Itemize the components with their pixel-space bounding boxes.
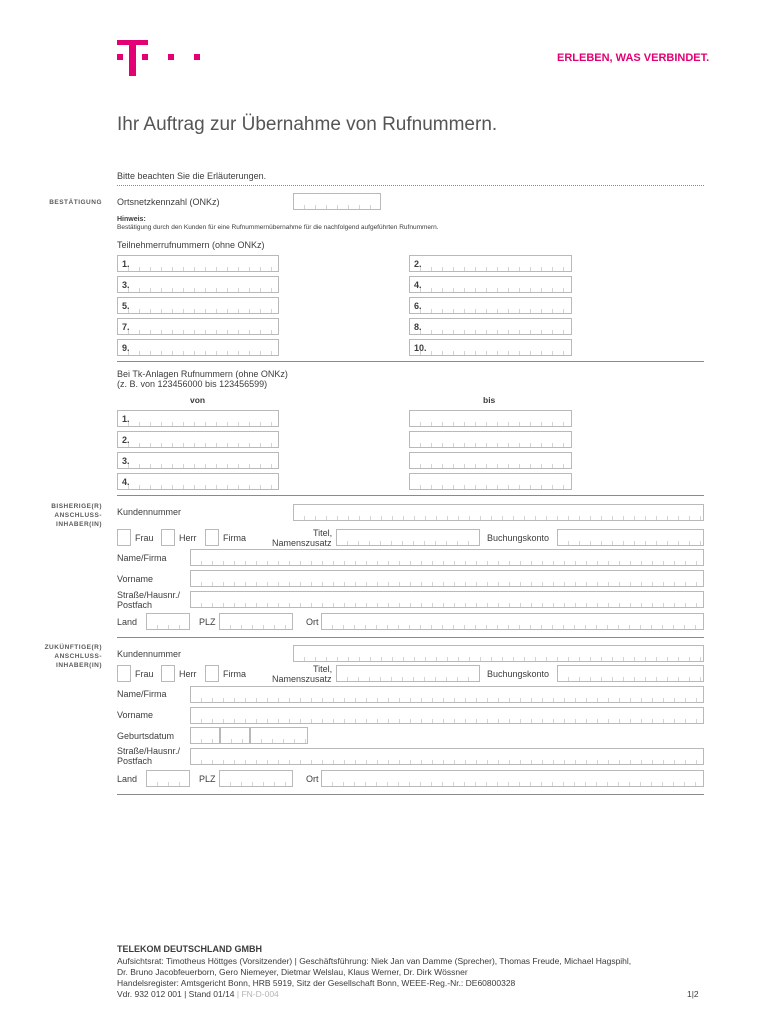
bisherige-titel-input[interactable] <box>336 529 480 546</box>
von-header: von <box>190 395 206 405</box>
phone-number-10-input[interactable] <box>409 339 572 356</box>
range-label: 3. <box>122 456 130 466</box>
divider <box>117 794 704 795</box>
bisherige-strasse-input[interactable] <box>190 591 704 608</box>
footer-line: Dr. Bruno Jacobfeuerborn, Gero Niemeyer, Dietmar Welslau, Klaus Werner, Dr. Dirk Wössner <box>117 967 468 977</box>
section-label-bisherige <box>20 503 102 529</box>
postfach-label: Postfach <box>117 756 153 766</box>
section-label-line: ANSCHLUSS- <box>54 652 102 660</box>
range-2-von-input[interactable] <box>117 431 279 448</box>
telekom-t-icon <box>117 40 207 78</box>
phone-number-5-input[interactable] <box>117 297 279 314</box>
number-label: 2. <box>414 259 422 269</box>
ort-label: Ort <box>306 774 319 784</box>
bis-header: bis <box>483 395 496 405</box>
range-label: 4. <box>122 477 130 487</box>
number-label: 3. <box>122 280 130 290</box>
divider <box>117 185 704 186</box>
telekom-logo <box>117 40 207 78</box>
phone-number-8-input[interactable] <box>409 318 572 335</box>
phone-number-7-input[interactable] <box>117 318 279 335</box>
section-label-bestaetigung: BESTÄTIGUNG <box>49 199 102 206</box>
range-label: 2. <box>122 435 130 445</box>
phone-number-6-input[interactable] <box>409 297 572 314</box>
teilnehmer-label: Teilnehmerrufnummern (ohne ONKz) <box>117 240 265 250</box>
instructions-note: Bitte beachten Sie die Erläuterungen. <box>117 171 267 181</box>
divider <box>117 637 704 638</box>
bisherige-frau-checkbox[interactable] <box>117 529 131 546</box>
buchungskonto-label: Buchungskonto <box>487 669 550 679</box>
zukuenftige-strasse-input[interactable] <box>190 748 704 765</box>
phone-number-1-input[interactable] <box>117 255 279 272</box>
namenszusatz-label: Namenszusatz <box>272 674 332 684</box>
phone-number-9-input[interactable] <box>117 339 279 356</box>
section-label-line: ZUKÜNFTIGE(R) <box>44 644 102 651</box>
zukuenftige-kundennummer-input[interactable] <box>293 645 704 662</box>
section-label-line: INHABER(IN) <box>56 520 102 528</box>
zukuenftige-firma-checkbox[interactable] <box>205 665 219 682</box>
section-label-line: BISHERIGE(R) <box>51 503 102 510</box>
zukuenftige-name-input[interactable] <box>190 686 704 703</box>
firma-label: Firma <box>223 533 246 543</box>
bisherige-buchungskonto-input[interactable] <box>557 529 704 546</box>
number-label: 7. <box>122 322 130 332</box>
number-label: 9. <box>122 343 130 353</box>
frau-label: Frau <box>135 669 154 679</box>
firma-label: Firma <box>223 669 246 679</box>
footer-line: Aufsichtsrat: Timotheus Höttges (Vorsitzender) | Geschäftsführung: Niek Jan van Damme (Sprecher), Thomas Freude, Michael Hagspihl, <box>117 956 632 966</box>
form-code: | FN-D-004 <box>236 989 279 999</box>
kundennummer-label: Kundennummer <box>117 649 182 659</box>
vorname-label: Vorname <box>117 710 154 720</box>
number-label: 8. <box>414 322 422 332</box>
zukuenftige-vorname-input[interactable] <box>190 707 704 724</box>
bisherige-kundennummer-input[interactable] <box>293 504 704 521</box>
number-label: 10. <box>414 343 427 353</box>
phone-number-3-input[interactable] <box>117 276 279 293</box>
geburtsdatum-day-input[interactable] <box>190 727 220 744</box>
range-3-bis-input[interactable] <box>409 452 572 469</box>
bisherige-firma-checkbox[interactable] <box>205 529 219 546</box>
phone-number-2-input[interactable] <box>409 255 572 272</box>
bisherige-herr-checkbox[interactable] <box>161 529 175 546</box>
geburtsdatum-month-input[interactable] <box>220 727 250 744</box>
name-firma-label: Name/Firma <box>117 553 167 563</box>
number-label: 6. <box>414 301 422 311</box>
footer-vdr <box>117 990 279 999</box>
section-label-line: ANSCHLUSS- <box>54 511 102 519</box>
plz-label: PLZ <box>199 617 216 627</box>
phone-number-4-input[interactable] <box>409 276 572 293</box>
footer-line: Handelsregister: Amtsgericht Bonn, HRB 5919, Sitz der Gesellschaft Bonn, WEEE-Reg.-Nr.: DE60800328 <box>117 978 516 988</box>
onkz-input[interactable] <box>293 193 381 210</box>
footer-company: TELEKOM DEUTSCHLAND GMBH <box>117 944 262 954</box>
bisherige-plz-input[interactable] <box>219 613 293 630</box>
tk-label-1: Bei Tk-Anlagen Rufnummern (ohne ONKz) <box>117 369 288 379</box>
land-label: Land <box>117 774 138 784</box>
strasse-label: Straße/Hausnr./ <box>117 590 181 600</box>
bisherige-name-input[interactable] <box>190 549 704 566</box>
postfach-label: Postfach <box>117 600 153 610</box>
herr-label: Herr <box>179 533 197 543</box>
kundennummer-label: Kundennummer <box>117 507 182 517</box>
range-1-von-input[interactable] <box>117 410 279 427</box>
bisherige-land-input[interactable] <box>146 613 190 630</box>
page-title: Ihr Auftrag zur Übernahme von Rufnummern. <box>117 114 498 135</box>
zukuenftige-ort-input[interactable] <box>321 770 704 787</box>
section-label-line: INHABER(IN) <box>56 661 102 669</box>
ort-label: Ort <box>306 617 319 627</box>
range-4-von-input[interactable] <box>117 473 279 490</box>
hinweis-text: Bestätigung durch den Kunden für eine Rufnummernübernahme für die nachfolgend aufgeführten Rufnummern. <box>117 224 439 231</box>
zukuenftige-herr-checkbox[interactable] <box>161 665 175 682</box>
titel-label: Titel, <box>313 528 333 538</box>
divider <box>117 361 704 362</box>
range-2-bis-input[interactable] <box>409 431 572 448</box>
divider <box>117 495 704 496</box>
geburtsdatum-label: Geburtsdatum <box>117 731 175 741</box>
range-label: 1. <box>122 414 130 424</box>
zukuenftige-buchungskonto-input[interactable] <box>557 665 704 682</box>
tk-label-2: (z. B. von 123456000 bis 123456599) <box>117 379 268 389</box>
page-number: 1|2 <box>687 989 699 999</box>
name-firma-label: Name/Firma <box>117 689 167 699</box>
number-label: 1. <box>122 259 130 269</box>
namenszusatz-label: Namenszusatz <box>272 538 332 548</box>
land-label: Land <box>117 617 138 627</box>
bisherige-ort-input[interactable] <box>321 613 704 630</box>
hinweis-title: Hinweis: <box>117 216 146 223</box>
range-4-bis-input[interactable] <box>409 473 572 490</box>
range-3-von-input[interactable] <box>117 452 279 469</box>
plz-label: PLZ <box>199 774 216 784</box>
bisherige-vorname-input[interactable] <box>190 570 704 587</box>
range-1-bis-input[interactable] <box>409 410 572 427</box>
vdr-stand: Vdr. 932 012 001 | Stand 01/14 <box>117 989 235 999</box>
number-label: 5. <box>122 301 130 311</box>
geburtsdatum-year-input[interactable] <box>250 727 308 744</box>
tagline: ERLEBEN, WAS VERBINDET. <box>557 52 710 64</box>
strasse-label: Straße/Hausnr./ <box>117 746 181 756</box>
herr-label: Herr <box>179 669 197 679</box>
frau-label: Frau <box>135 533 154 543</box>
number-label: 4. <box>414 280 422 290</box>
vorname-label: Vorname <box>117 574 154 584</box>
zukuenftige-plz-input[interactable] <box>219 770 293 787</box>
zukuenftige-land-input[interactable] <box>146 770 190 787</box>
zukuenftige-frau-checkbox[interactable] <box>117 665 131 682</box>
onkz-label: Ortsnetzkennzahl (ONKz) <box>117 197 220 207</box>
zukuenftige-titel-input[interactable] <box>336 665 480 682</box>
section-label-zukuenftige <box>20 644 102 670</box>
buchungskonto-label: Buchungskonto <box>487 533 550 543</box>
titel-label: Titel, <box>313 664 333 674</box>
